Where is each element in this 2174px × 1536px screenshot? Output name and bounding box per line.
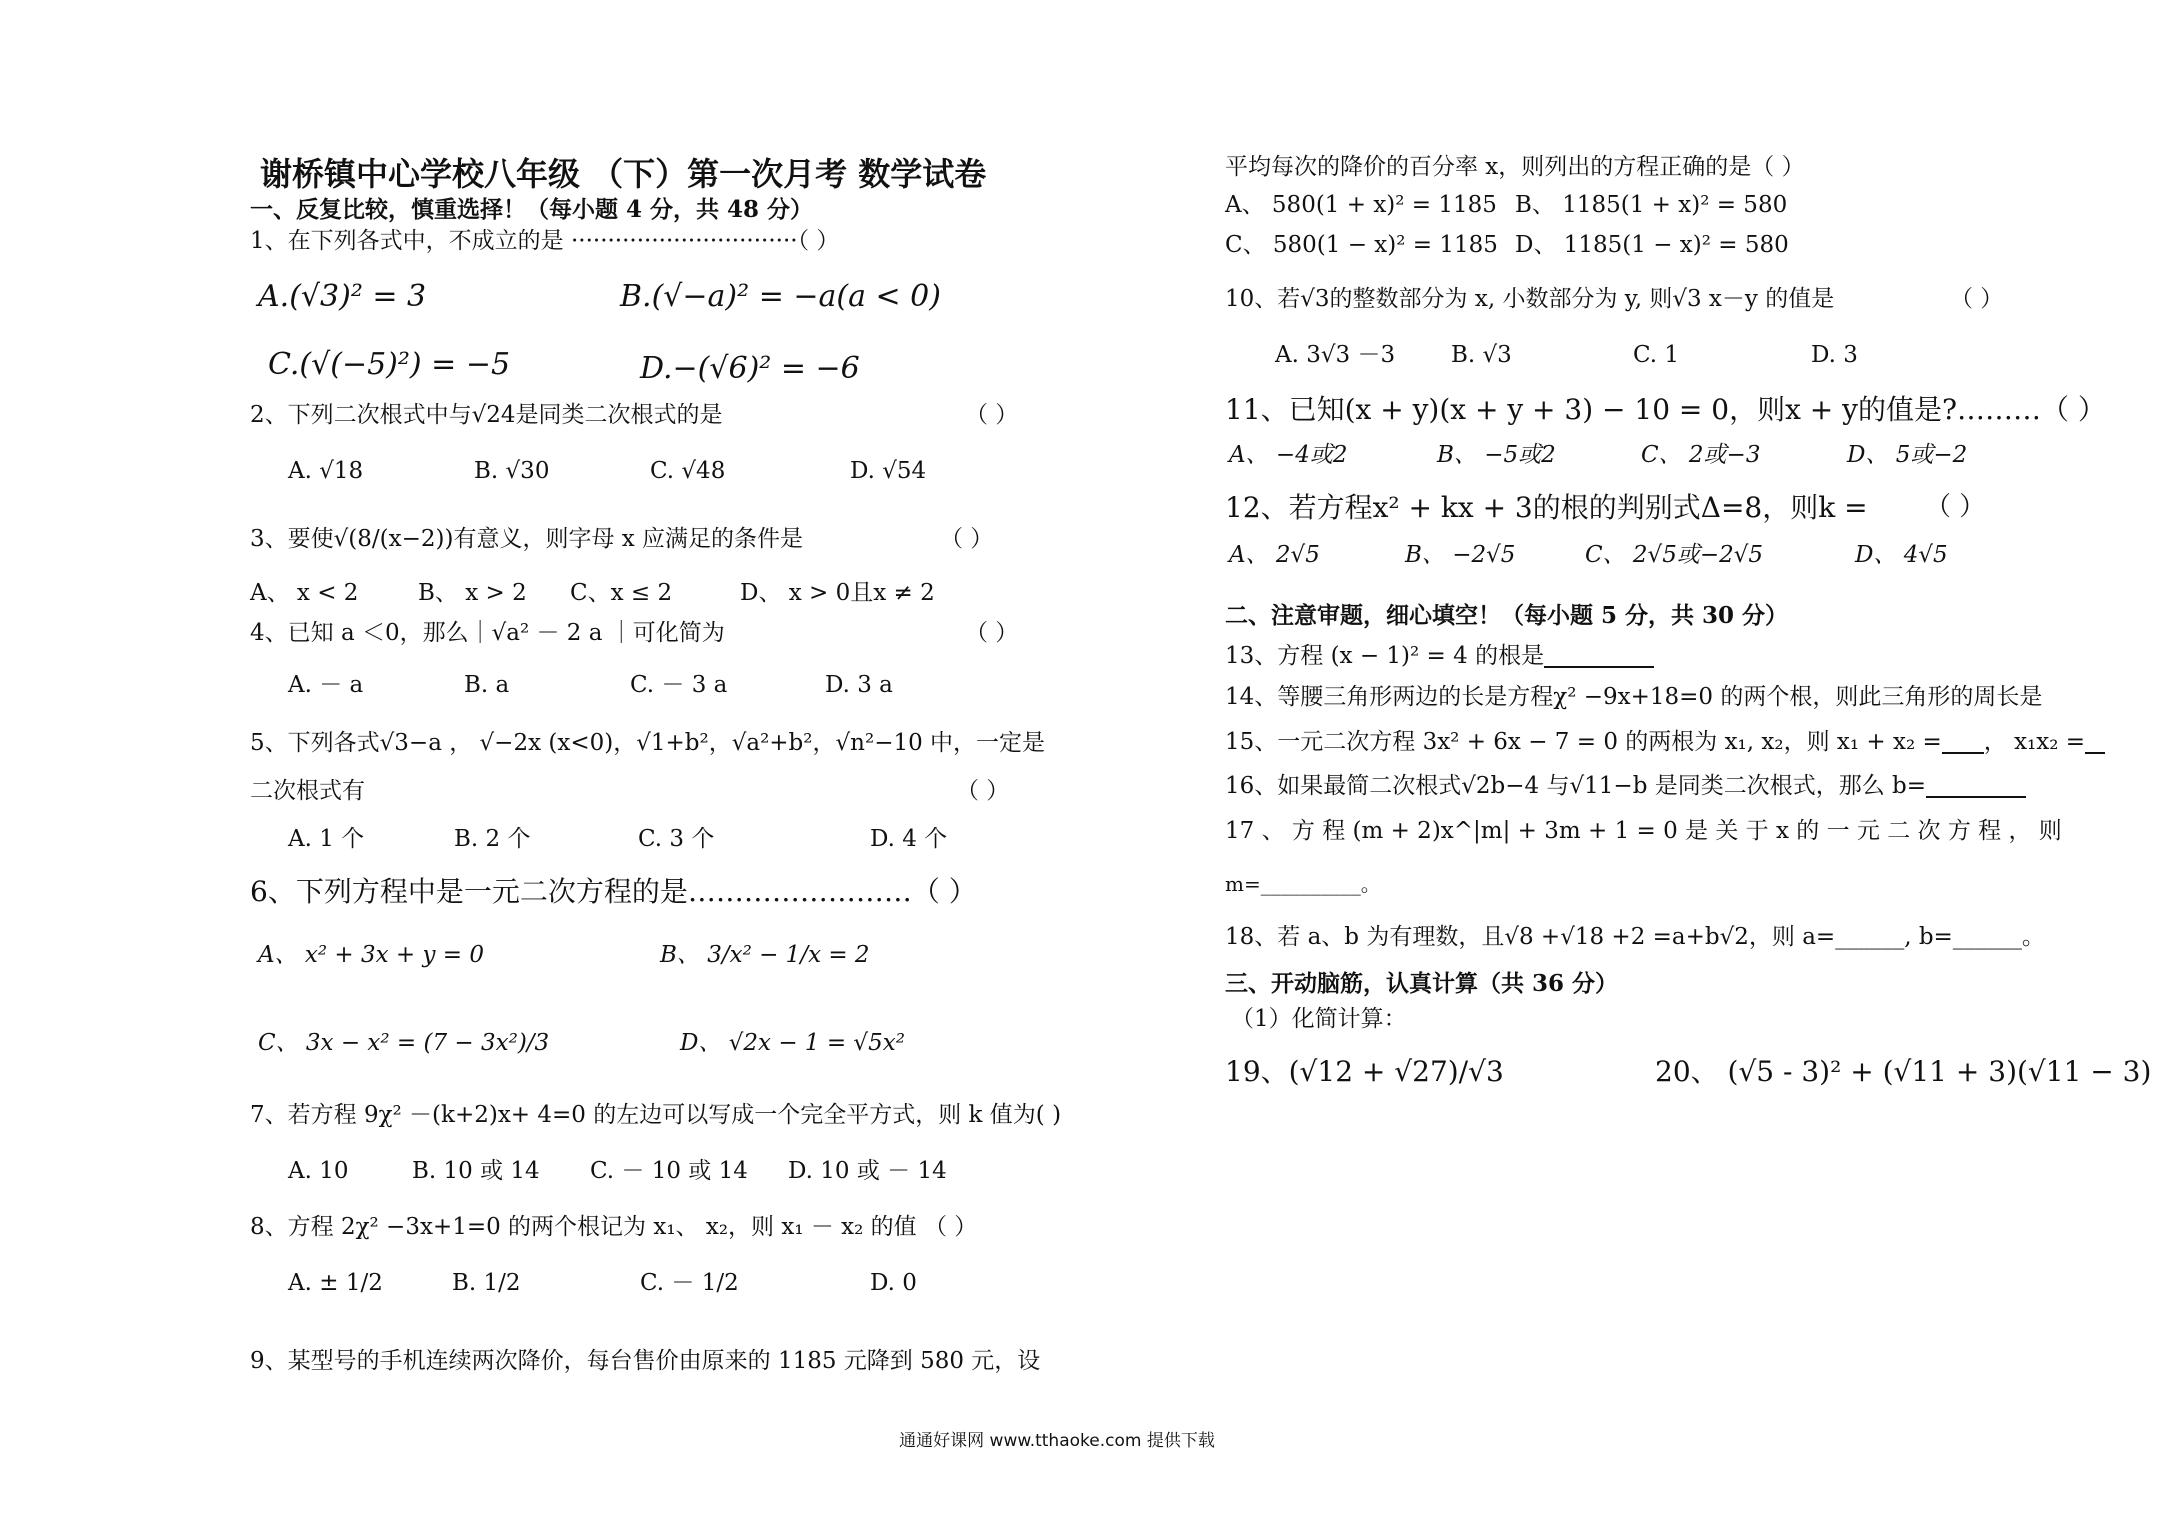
q5-stem-cont: 二次根式有 xyxy=(250,778,365,804)
q16-answer-blank[interactable] xyxy=(1926,774,2026,798)
q19-expression: 19、(√12 + √27)/√3 xyxy=(1225,1055,1504,1088)
q6-stem: 6、下列方程中是一元二次方程的是……………………（ ） xyxy=(250,875,977,908)
q5-paren: （ ） xyxy=(956,778,1010,804)
q10-stem: 10、若√3的整数部分为 x, 小数部分为 y, 则√3 x－y 的值是 xyxy=(1225,286,1835,312)
q12-option-d: D、 4√5 xyxy=(1855,542,1948,568)
q11-option-b: B、 −5或2 xyxy=(1437,442,1556,468)
q6-option-b: B、 3/x² − 1/x = 2 xyxy=(660,942,870,968)
q10-option-b: B. √3 xyxy=(1451,342,1512,368)
q3-option-b: B、 x > 2 xyxy=(418,580,527,606)
q10-option-a: A. 3√3 －3 xyxy=(1275,342,1396,368)
footer-text: 通通好课网 www.tthaoke.com 提供下载 xyxy=(899,1431,1215,1451)
q1-option-d: D.−(√6)² = −6 xyxy=(640,351,860,386)
q18-stem: 18、若 a、b 为有理数，且√8 +√18 +2 =a+b√2，则 a=______, b=______。 xyxy=(1225,924,2045,950)
q9-option-a: A、 580(1 + x)² = 1185 xyxy=(1225,192,1497,218)
q7-stem: 7、若方程 9χ² －(k+2)x+ 4=0 的左边可以写成一个完全平方式，则 k 值为( ) xyxy=(250,1102,1062,1128)
q5-option-c: C. 3 个 xyxy=(638,826,715,852)
q2-option-c: C. √48 xyxy=(650,458,726,484)
q17-stem-cont: m=__________。 xyxy=(1225,872,1381,896)
q8-option-c: C. － 1/2 xyxy=(640,1270,739,1296)
q20-expression: 20、 (√5 - 3)² + (√11 + 3)(√11 − 3) xyxy=(1655,1055,2152,1088)
q4-option-c: C. － 3 a xyxy=(630,672,728,698)
q8-option-d: D. 0 xyxy=(870,1270,917,1296)
q13-stem xyxy=(1225,644,1654,668)
q3-option-d: D、 x > 0且x ≠ 2 xyxy=(740,580,935,606)
q11-stem: 11、已知(x + y)(x + y + 3) − 10 = 0，则x + y的值是?………（ ） xyxy=(1225,393,2106,426)
q3-option-c: C、x ≤ 2 xyxy=(570,580,673,606)
q9-stem-cont: 平均每次的降价的百分率 x，则列出的方程正确的是（ ） xyxy=(1225,154,1805,180)
q6-option-a: A、 x² + 3x + y = 0 xyxy=(258,942,485,968)
q7-option-c: C. － 10 或 14 xyxy=(590,1158,748,1184)
q12-stem: 12、若方程x² + kx + 3的根的判别式Δ=8，则k = xyxy=(1225,491,1868,524)
q9-option-c: C、 580(1 − x)² = 1185 xyxy=(1225,232,1498,258)
q16-text: 16、如果最简二次根式√2b−4 与√11−b 是同类二次根式，那么 b= xyxy=(1225,773,1927,799)
q9-option-b: B、 1185(1 + x)² = 580 xyxy=(1515,192,1788,218)
q7-option-b: B. 10 或 14 xyxy=(412,1158,540,1184)
q12-paren: （ ） xyxy=(1925,492,1986,522)
q4-option-d: D. 3 a xyxy=(825,672,893,698)
q11-option-c: C、 2或−3 xyxy=(1641,442,1761,468)
q4-paren: （ ） xyxy=(965,620,1019,646)
q10-option-c: C. 1 xyxy=(1633,342,1680,368)
q4-option-a: A. － a xyxy=(288,672,364,698)
section-2-heading: 二、注意审题，细心填空！（每小题 5 分，共 30 分） xyxy=(1225,602,1789,629)
section-3-heading: 三、开动脑筋，认真计算（共 36 分） xyxy=(1225,970,1619,997)
q2-option-b: B. √30 xyxy=(474,458,550,484)
q1-option-a: A.(√3)² = 3 xyxy=(258,279,427,314)
q6-option-c: C、 3x − x² = (7 − 3x²)/3 xyxy=(258,1030,550,1056)
q1-option-c: C.(√(−5)²) = −5 xyxy=(268,347,511,382)
q4-stem: 4、已知 a ＜0，那么｜√a² － 2 a ｜可化简为 xyxy=(250,620,725,646)
q3-paren: （ ） xyxy=(940,526,994,552)
q8-option-a: A. ± 1/2 xyxy=(288,1270,383,1296)
q15-text: 15、一元二次方程 3x² + 6x − 7 = 0 的两根为 x₁, x₂，则 x₁ + x₂ = xyxy=(1225,729,1942,755)
q15-product-blank[interactable] xyxy=(2085,730,2105,754)
q3-stem: 3、要使√(8/(x−2))有意义，则字母 x 应满足的条件是 xyxy=(250,526,804,552)
q4-option-b: B. a xyxy=(464,672,510,698)
q11-option-a: A、 −4或2 xyxy=(1229,442,1348,468)
q3-option-a: A、 x < 2 xyxy=(250,580,359,606)
q1-stem: 1、在下列各式中，不成立的是 ·······························（ ） xyxy=(250,228,840,254)
q15-text-b: ， x₁x₂ = xyxy=(1983,729,2086,755)
q16-stem xyxy=(1225,774,2026,798)
q12-option-c: C、 2√5或−2√5 xyxy=(1585,542,1764,568)
q14-stem: 14、等腰三角形两边的长是方程χ² −9x+18=0 的两个根，则此三角形的周长是 xyxy=(1225,684,2043,710)
q2-option-a: A. √18 xyxy=(288,458,364,484)
page-title: 谢桥镇中心学校八年级 （下）第一次月考 数学试卷 xyxy=(260,155,987,193)
q5-option-a: A. 1 个 xyxy=(288,826,365,852)
q9-option-d: D、 1185(1 − x)² = 580 xyxy=(1515,232,1789,258)
footer xyxy=(0,1426,2174,1451)
section-3-subheading: （1）化简计算： xyxy=(1231,1006,1407,1032)
q8-stem: 8、方程 2χ² −3x+1=0 的两个根记为 x₁、 x₂，则 x₁ － x₂ 的值 （ ） xyxy=(250,1214,978,1240)
q9-stem: 9、某型号的手机连续两次降价，每台售价由原来的 1185 元降到 580 元，设 xyxy=(250,1348,1041,1374)
q2-option-d: D. √54 xyxy=(850,458,927,484)
q10-option-d: D. 3 xyxy=(1811,342,1858,368)
q13-answer-blank[interactable] xyxy=(1544,644,1654,668)
q5-option-b: B. 2 个 xyxy=(454,826,531,852)
q5-option-d: D. 4 个 xyxy=(870,826,948,852)
section-1-heading: 一、反复比较，慎重选择！（每小题 4 分，共 48 分） xyxy=(250,196,814,223)
q5-stem: 5、下列各式√3−a ， √−2x (x<0)，√1+b²，√a²+b²，√n²−10 中，一定是 xyxy=(250,730,1046,756)
q7-option-a: A. 10 xyxy=(288,1158,349,1184)
q15-sum-blank[interactable] xyxy=(1942,730,1984,754)
q7-option-d: D. 10 或 － 14 xyxy=(788,1158,947,1184)
q15-stem xyxy=(1225,730,2105,754)
q10-paren: （ ） xyxy=(1950,286,2004,312)
q17-stem: 17 、 方 程 (m + 2)x^|m| + 3m + 1 = 0 是 关 于 x 的 一 元 二 次 方 程 ， 则 xyxy=(1225,818,2062,844)
q11-option-d: D、 5或−2 xyxy=(1847,442,1968,468)
q12-option-b: B、 −2√5 xyxy=(1405,542,1516,568)
q2-paren: （ ） xyxy=(965,402,1019,428)
q12-option-a: A、 2√5 xyxy=(1229,542,1320,568)
q13-text: 13、方程 (x − 1)² = 4 的根是 xyxy=(1225,643,1545,669)
q2-stem: 2、下列二次根式中与√24是同类二次根式的是 xyxy=(250,402,723,428)
q8-option-b: B. 1/2 xyxy=(452,1270,521,1296)
q1-option-b: B.(√−a)² = −a(a < 0) xyxy=(620,279,941,314)
q6-option-d: D、 √2x − 1 = √5x² xyxy=(680,1030,905,1056)
